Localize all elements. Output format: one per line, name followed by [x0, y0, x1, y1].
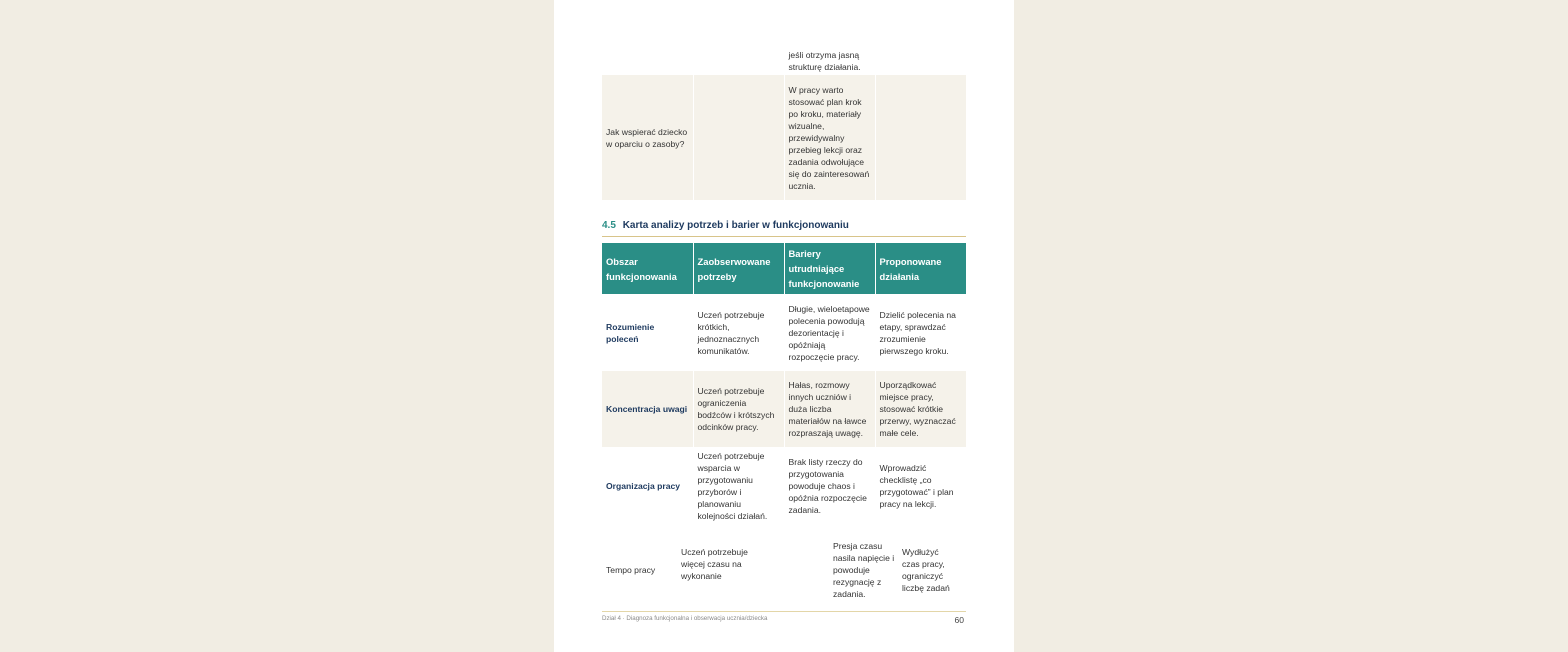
table-cell: W pracy warto stosować plan krok po kroku, materiały wizualne, przewidywalny przebieg lekcji oraz zadania odwołujące się do zainteresowań ucznia. — [784, 75, 875, 200]
barriers-cell: Presja czasu nasila napięcie i powoduje rezygnację z zadania. — [833, 541, 895, 599]
area-cell: Tempo pracy — [606, 565, 656, 575]
document-page — [554, 0, 1014, 652]
area-cell: Koncentracja uwagi — [602, 371, 693, 447]
actions-cell: Wprowadzić checklistę „co przygotować” i plan pracy na lekcji. — [879, 463, 954, 509]
column-header: Bariery utrudniające funkcjonowanie — [784, 243, 875, 294]
section-title: Karta analizy potrzeb i barier w funkcjonowaniu — [622, 220, 849, 231]
section-number: 4.5 — [602, 220, 616, 231]
column-header: Zaobserwowane potrzeby — [693, 243, 784, 294]
area-cell: Rozumienie poleceń — [602, 294, 693, 371]
table-header-row — [602, 243, 966, 294]
needs-cell: Uczeń potrzebuje więcej czasu na wykonanie — [681, 547, 748, 581]
barriers-cell: Brak listy rzeczy do przygotowania powoduje chaos i opóźnia rozpoczęcie zadania. — [784, 447, 875, 525]
table-cell: jeśli otrzyma jasną strukturę działania. — [784, 45, 875, 75]
page-number: 60 — [954, 615, 964, 625]
needs-cell: Uczeń potrzebuje ograniczenia bodźców i krótszych odcinków pracy. — [693, 371, 784, 447]
actions-cell: Dzielić polecenia na etapy, sprawdzać zrozumienie pierwszego kroku. — [879, 309, 956, 356]
page-footer — [602, 611, 966, 625]
table-row — [602, 447, 966, 525]
section-heading — [602, 220, 966, 237]
barriers-cell: Hałas, rozmowy innych uczniów i duża liczba materiałów na ławce rozpraszają uwagę. — [784, 371, 875, 447]
table-row — [602, 75, 966, 200]
table-row — [602, 371, 966, 447]
area-cell: Organizacja pracy — [602, 447, 693, 525]
barriers-cell: Długie, wieloetapowe polecenia powodują dezorientację i opóźniają rozpoczęcie pracy. — [784, 294, 875, 371]
table-cell: Jak wspierać dziecko w oparciu o zasoby? — [602, 75, 693, 200]
needs-cell: Uczeń potrzebuje krótkich, jednoznacznych komunikatów. — [693, 294, 784, 371]
needs-barriers-table — [602, 243, 966, 525]
actions-cell: Wydłużyć czas pracy, ograniczyć liczbę zadań — [902, 547, 950, 593]
footer-text: Dział 4 · Diagnoza funkcjonalna i obserwacja ucznia/dziecka — [602, 615, 768, 622]
table-row — [602, 45, 966, 75]
actions-cell: Uporządkować miejsce pracy, stosować krótkie przerwy, wyznaczać małe cele. — [875, 371, 966, 447]
column-header: Proponowane działania — [875, 243, 966, 294]
table-row — [602, 294, 966, 371]
column-header: Obszar funkcjonowania — [602, 243, 693, 294]
continued-table — [602, 45, 966, 200]
needs-cell: Uczeń potrzebuje wsparcia w przygotowaniu przyborów i planowaniu kolejności działań. — [693, 447, 784, 525]
table-row-tempo — [602, 536, 966, 602]
